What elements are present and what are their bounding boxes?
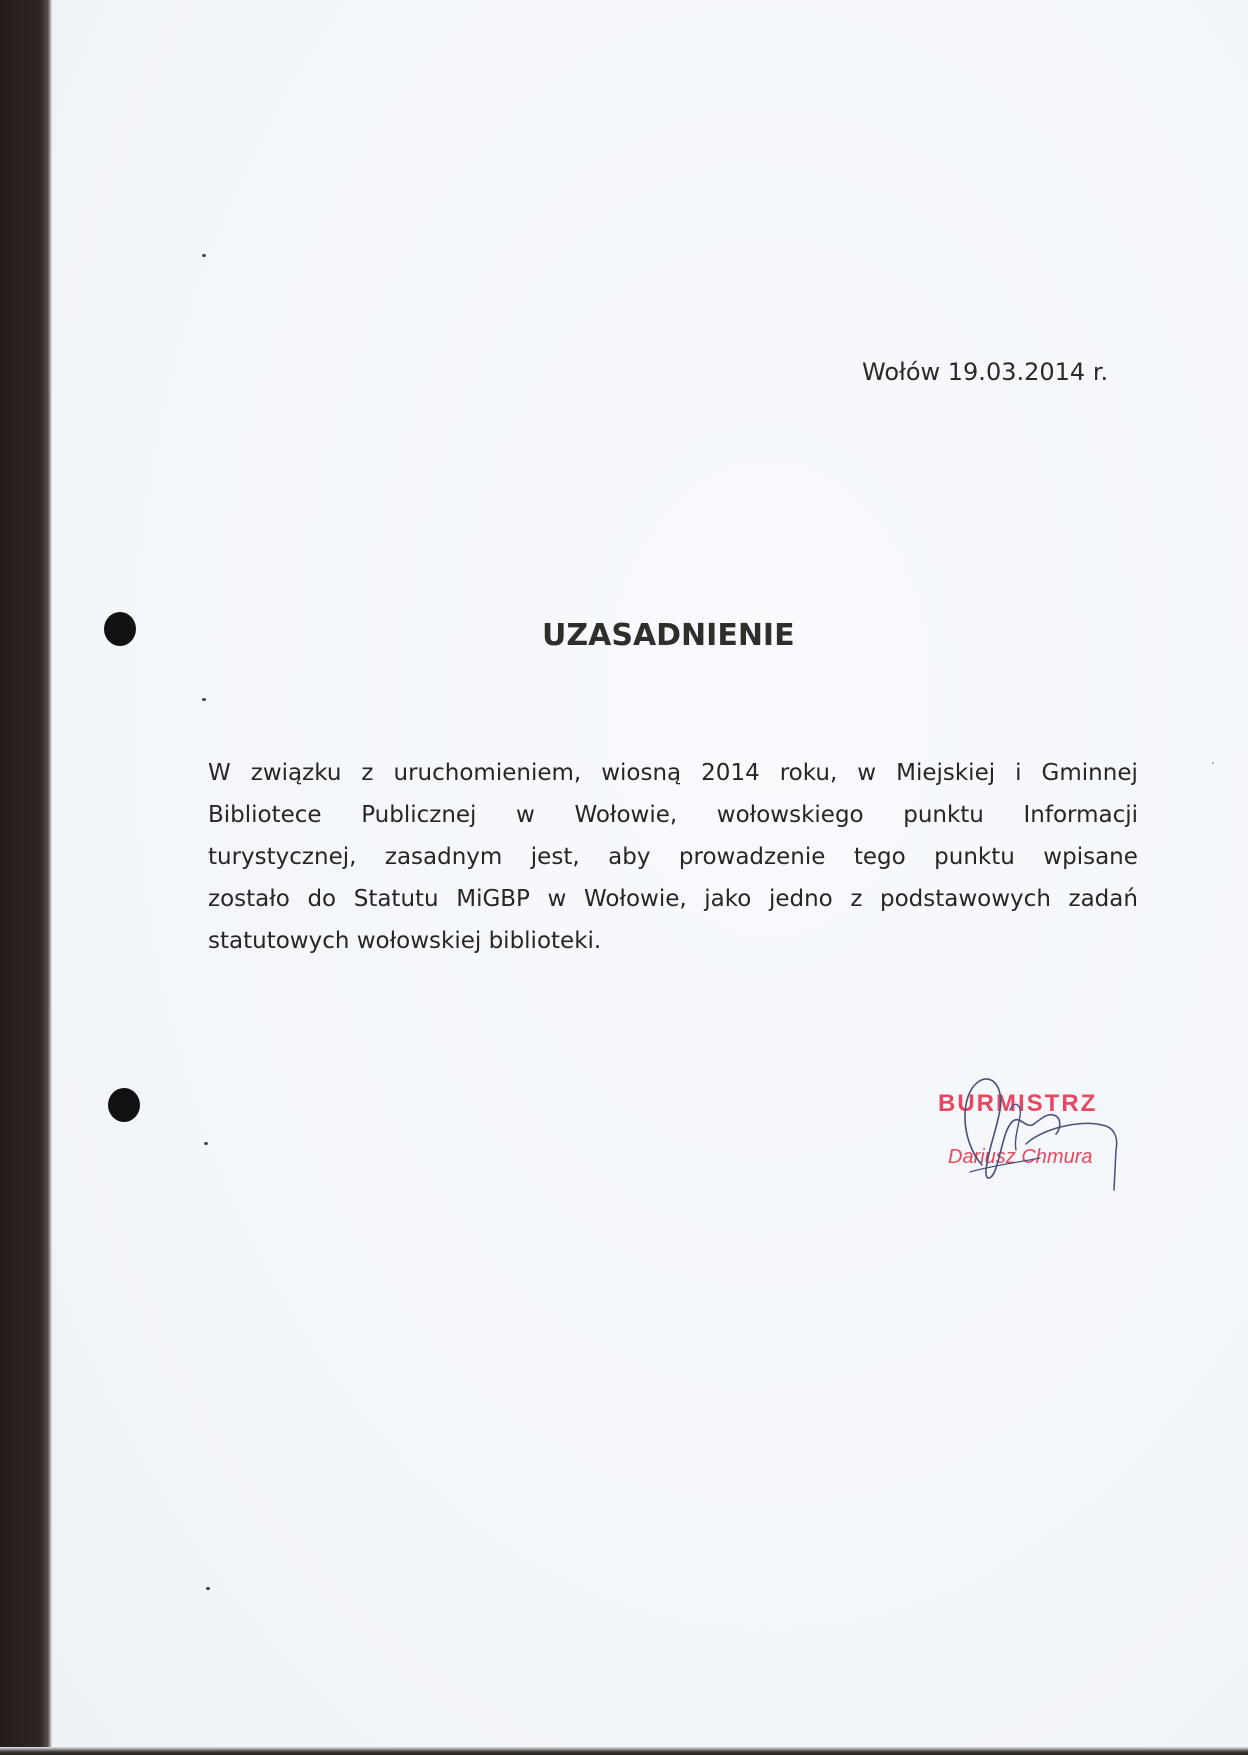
body-word: Publicznej: [361, 802, 477, 828]
body-word: Informacji: [1023, 802, 1138, 828]
paper-sheet: [52, 0, 1248, 1747]
body-word: w: [516, 802, 535, 828]
body-word: wpisane: [1043, 844, 1138, 870]
mayor-stamp: [930, 1070, 1160, 1200]
body-word: Statutu: [353, 886, 439, 912]
body-word: Wołowie,: [574, 802, 678, 828]
body-word: z: [850, 886, 863, 912]
body-word: roku,: [779, 760, 838, 786]
body-word: jedno: [768, 886, 833, 912]
body-word: W: [208, 760, 231, 786]
body-word: jest,: [530, 844, 580, 870]
body-word: do: [307, 886, 337, 912]
body-line: [208, 926, 1138, 956]
stamp-title: BURMISTRZ: [938, 1090, 1098, 1117]
body-line: [208, 758, 1138, 788]
body-word: punktu: [903, 802, 984, 828]
body-word: statutowych wołowskiej biblioteki.: [208, 928, 602, 954]
body-word: turystycznej,: [208, 844, 357, 870]
document-date: Wołów 19.03.2014 r.: [862, 358, 1109, 386]
body-word: zostało: [208, 886, 290, 912]
body-word: punktu: [934, 844, 1015, 870]
body-word: związku: [250, 760, 342, 786]
body-word: zadań: [1068, 886, 1138, 912]
body-line: [208, 842, 1138, 872]
body-line: [208, 800, 1138, 830]
body-word: MiGBP: [456, 886, 530, 912]
body-word: Bibliotece: [208, 802, 322, 828]
body-word: Wołowie,: [583, 886, 687, 912]
body-word: Gminnej: [1041, 760, 1138, 786]
body-word: wołowskiego: [716, 802, 864, 828]
body-word: podstawowych: [880, 886, 1051, 912]
body-word: aby: [608, 844, 651, 870]
scan-speck: [1212, 762, 1214, 764]
scan-speck: [206, 1587, 210, 1590]
body-word: zasadnym: [384, 844, 503, 870]
body-word: z: [361, 760, 374, 786]
body-word: Miejskiej: [896, 760, 996, 786]
body-word: i: [1015, 760, 1022, 786]
scan-speck: [202, 698, 206, 701]
punch-hole-bottom: [108, 1088, 140, 1122]
scanner-bottom-edge: [0, 1747, 1248, 1755]
body-line: [208, 884, 1138, 914]
scanner-left-edge: [0, 0, 52, 1755]
body-word: w: [547, 886, 567, 912]
body-word: wiosną: [601, 760, 682, 786]
document-title: UZASADNIENIE: [542, 618, 795, 653]
handwritten-signature: [930, 1070, 1160, 1200]
body-word: prowadzenie: [678, 844, 826, 870]
body-word: tego: [853, 844, 906, 870]
stamp-name: Dariusz Chmura: [948, 1146, 1093, 1168]
scan-speck: [204, 1142, 208, 1145]
scan-speck: [202, 254, 206, 257]
body-word: uruchomieniem,: [393, 760, 582, 786]
body-word: jako: [704, 886, 752, 912]
punch-hole-top: [104, 612, 136, 646]
body-word: w: [857, 760, 877, 786]
body-word: 2014: [701, 760, 760, 786]
